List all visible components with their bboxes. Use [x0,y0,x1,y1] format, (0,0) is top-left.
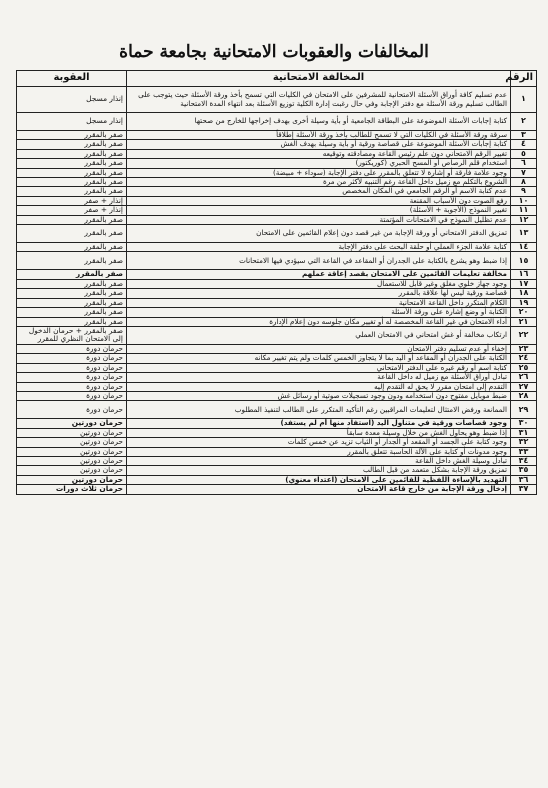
row-number: ٣١ [511,428,537,437]
row-number: ٦ [511,159,537,168]
penalty-text: إنذار مسجل [17,113,127,131]
penalty-text: حرمان دورة [17,401,127,419]
violation-text: وجود علامة فارقة أو إشارة لا تتعلق بالمقرر على دفتر الإجابة (سوداء + مبيضة) [127,168,511,177]
penalty-text: صفر بالمقرر [17,187,127,196]
violation-text: إذا ضبط وهو يشرع بالكتابة على الجدران أو المقاعد في القاعة التي سيؤدي فيها الامتحانات [127,252,511,270]
violation-text: إدخال ورقة الإجابة من خارج قاعة الامتحان [127,485,511,494]
violation-text: عدم تسليم كافة أوراق الأسئلة الامتحانية للمشرفين على الامتحان في الكليات التي تسمح بأخذ ورقة الأسئلة حيث يتوجب على الطالب تسليم ورقة الأسئلة مع دفتر الإجابة وفي حال رغبت إدارة الكلية توزيع الأسئلة بعد انتهاء المدة الامتحانية [127,87,511,113]
row-number: ٢٨ [511,391,537,400]
violation-text: كتابة اسم أو رقم غيره على الدفتر الامتحاني [127,363,511,372]
row-number: ١٢ [511,215,537,224]
row-number: ٢٧ [511,382,537,391]
penalty-text: صفر بالمقرر [17,149,127,158]
violation-text: التقدم إلى امتحان مقرر لا يحق له التقدم إليه [127,382,511,391]
penalty-text: صفر بالمقرر [17,215,127,224]
violation-text: تغيير النموذج (الأجوبة + الأسئلة) [127,206,511,215]
row-number: ١٨ [511,289,537,298]
row-number: ١٤ [511,243,537,252]
penalty-text: حرمان دورتين [17,428,127,437]
penalty-text: صفر بالمقرر [17,159,127,168]
penalty-text: حرمان دورتين [17,438,127,447]
violation-text: الكلام المتكرر داخل القاعة الامتحانية [127,298,511,307]
row-number: ٢٠ [511,308,537,317]
table-row [17,466,537,475]
violation-text: الشروع بالتكلم مع زميل داخل القاعة رغم التنبيه لأكثر من مرة [127,178,511,187]
row-number: ١١ [511,206,537,215]
table-row [17,354,537,363]
penalty-text: إنذار + صفر [17,206,127,215]
penalty-text: حرمان دورتين [17,456,127,465]
row-number: ١٩ [511,298,537,307]
violation-text: الممانعة ورفض الامتثال لتعليمات المراقبين رغم التأكيد المتكرر على الطالب لتنفيذ المطلوب [127,401,511,419]
violation-text: وجود قصاصات ورقية في متناول اليد (استفاد منها أم لم يستفد) [127,419,511,428]
row-number: ١٥ [511,252,537,270]
penalty-text: صفر بالمقرر [17,225,127,243]
row-number: ٣٠ [511,419,537,428]
row-number: ٢٣ [511,344,537,353]
table-row [17,87,537,113]
violation-text: عدم كتابة الاسم أو الرقم الجامعي في المكان المخصص [127,187,511,196]
row-number: ٨ [511,178,537,187]
table-row [17,140,537,149]
penalty-text: صفر بالمقرر [17,140,127,149]
table-row [17,270,537,279]
row-number: ٢٥ [511,363,537,372]
row-number: ٢٢ [511,326,537,344]
table-row [17,113,537,131]
violation-text: تمزيق ورقة الإجابة بشكل متعمد من قبل الطالب [127,466,511,475]
violation-text: كتابة إجابات الأسئلة الموضوعة على البطاقة الجامعية أو بأية وسيلة أخرى بهدف إخراجها للخارج من صحتها [127,113,511,131]
penalty-text: صفر بالمقرر [17,252,127,270]
row-number: ٤ [511,140,537,149]
violation-text: إذا ضبط وهو يحاول الغش من خلال وسيلة معدة سابقاً [127,428,511,437]
violation-text: وجود مدونات أو كتابة على الآلة الحاسبة تتعلق بالمقرر [127,447,511,456]
penalty-text: صفر بالمقرر [17,298,127,307]
table-row [17,252,537,270]
table-row [17,373,537,382]
penalty-text: حرمان دورة [17,391,127,400]
header-penalty: العقوبة [17,71,127,87]
penalty-text: حرمان دورة [17,373,127,382]
table-row [17,438,537,447]
violation-text: كتابة إجابات الأسئلة الموضوعة على قصاصة ورقية أو بأية وسيلة بهدف الغش [127,140,511,149]
penalty-text: حرمان دورة [17,354,127,363]
row-number: ١٣ [511,225,537,243]
violation-text: ارتكاب مخالفة أو غش امتحاني في الامتحان العملي [127,326,511,344]
table-row [17,243,537,252]
violation-text: قصاصة ورقية ليس لها علاقة بالمقرر [127,289,511,298]
penalty-text: صفر بالمقرر [17,270,127,279]
penalty-text: صفر بالمقرر [17,317,127,326]
penalty-text: حرمان دورتين [17,447,127,456]
table-row [17,485,537,494]
header-violation: المخالفة الامتحانية [127,71,511,87]
violation-text: تمزيق الدفتر الامتحاني أو ورقة الإجابة من غير قصد دون إعلام القائمين على الامتحان [127,225,511,243]
violation-text: كتابة علامة الجزء العملي أو حلقة البحث على دفتر الإجابة [127,243,511,252]
violation-text: رفع الصوت دون الأسباب المقنعة [127,196,511,205]
row-number: ١٦ [511,270,537,279]
penalty-text: حرمان دورتين [17,466,127,475]
row-number: ٣٦ [511,475,537,484]
document-title: المخالفات والعقوبات الامتحانية بجامعة حماة [119,42,429,62]
row-number: ٢٩ [511,401,537,419]
penalty-text: صفر بالمقرر [17,279,127,288]
row-number: ٢ [511,113,537,131]
violation-text: الكتابة على الجدران أو المقاعد أو اليد بما لا يتجاوز الخمس كلمات ولم يتم تغيير مكانه [127,354,511,363]
penalty-text: صفر بالمقرر [17,308,127,317]
table-row [17,401,537,419]
penalty-text: صفر بالمقرر + حرمان الدخول إلى الامتحان النظري للمقرر [17,326,127,344]
table-row [17,215,537,224]
table-row [17,326,537,344]
row-number: ١ [511,87,537,113]
row-number: ٣٧ [511,485,537,494]
violations-table [16,70,537,495]
table-header-row [17,71,537,87]
violation-text: مخالفة تعليمات القائمين على الامتحان بقصد إعاقة عملهم [127,270,511,279]
violation-text: استخدام قلم الرصاص أو المسح الحبري (كوريكتور) [127,159,511,168]
row-number: ٣٤ [511,456,537,465]
row-number: ٣٥ [511,466,537,475]
penalty-text: حرمان دورتين [17,475,127,484]
violation-text: تبادل أوراق الأسئلة مع زميل له داخل القاعة [127,373,511,382]
table-row [17,225,537,243]
table-row [17,317,537,326]
penalty-text: حرمان دورتين [17,419,127,428]
violation-text: إخفاء أو عدم تسليم دفتر الامتحان [127,344,511,353]
violation-text: التهديد بالإساءة اللفظية للقائمين على الامتحان (اعتداء معنوي) [127,475,511,484]
penalty-text: صفر بالمقرر [17,131,127,140]
penalty-text: صفر بالمقرر [17,168,127,177]
row-number: ٧ [511,168,537,177]
row-number: ١٠ [511,196,537,205]
penalty-text: إنذار مسجل [17,87,127,113]
table-row [17,391,537,400]
table-row [17,159,537,168]
row-number: ٣ [511,131,537,140]
violation-text: وجود جهاز خلوي مغلق وغير قابل للاستعمال [127,279,511,288]
row-number: ٣٢ [511,438,537,447]
row-number: ٥ [511,149,537,158]
penalty-text: حرمان دورة [17,382,127,391]
penalty-text: صفر بالمقرر [17,178,127,187]
penalty-text: صفر بالمقرر [17,243,127,252]
header-number: الرقم [511,71,537,87]
violation-text: سرقة ورقة الأسئلة في الكليات التي لا تسمح للطالب بأخذ ورقة الأسئلة إطلاقاً [127,131,511,140]
row-number: ٣٣ [511,447,537,456]
table-row [17,419,537,428]
violation-text: ضبط موبايل مفتوح دون استخدامه ودون وجود تسجيلات صوتية أو رسائل غش [127,391,511,400]
row-number: ١٧ [511,279,537,288]
table-row [17,206,537,215]
violation-text: تغيير الرقم الامتحاني دون علم رئيس القاعة ومصادقته وتوقيعه [127,149,511,158]
penalty-text: حرمان دورة [17,344,127,353]
penalty-text: حرمان ثلاث دورات [17,485,127,494]
table-body [17,87,537,495]
penalty-text: حرمان دورة [17,363,127,372]
row-number: ٩ [511,187,537,196]
row-number: ٢٤ [511,354,537,363]
table-row [17,289,537,298]
table-row [17,187,537,196]
penalty-text: صفر بالمقرر [17,289,127,298]
violation-text: وجود كتابة على الجسد أو المقعد أو الجدار أو الثياب تزيد عن خمس كلمات [127,438,511,447]
violation-text: الكتابة أو وضع إشارة على ورقة الأسئلة [127,308,511,317]
table-row [17,308,537,317]
violation-text: تبادل وسيلة الغش داخل القاعة [127,456,511,465]
penalty-text: إنذار + صفر [17,196,127,205]
violation-text: أداء الامتحان في غير القاعة المخصصة له أو تغيير مكان جلوسه دون إعلام الإدارة [127,317,511,326]
violation-text: عدم تظليل النموذج في الامتحانات المؤتمتة [127,215,511,224]
row-number: ٢٦ [511,373,537,382]
row-number: ٢١ [511,317,537,326]
